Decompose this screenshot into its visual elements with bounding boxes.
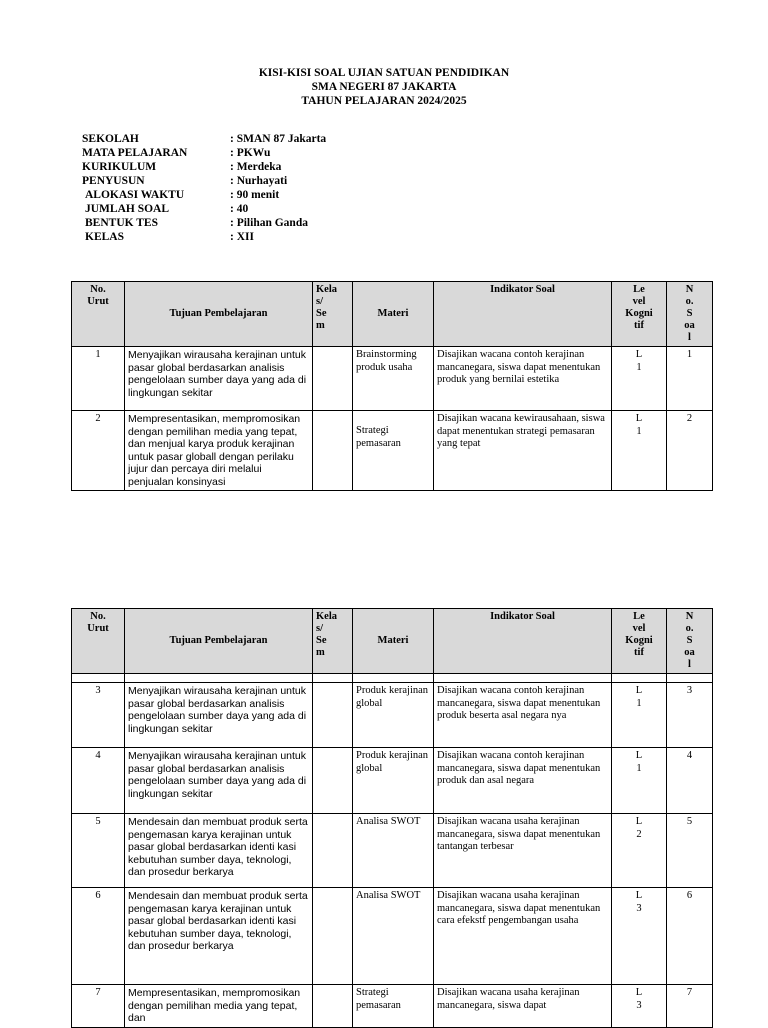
cell-level: L 1: [612, 683, 667, 748]
cell-tujuan: Menyajikan wirausaha kerajinan untuk pasar global berdasarkan analisis pengelolaan sumber daya yang ada di lingkungan sekitar: [125, 748, 313, 814]
cell-no: 7: [72, 985, 125, 1028]
cell-kelas: [313, 347, 353, 411]
cell-indikator: Disajikan wacana contoh kerajinan mancanegara, siswa dapat menentukan produk beserta asal negara nya: [434, 683, 612, 748]
cell-tujuan: Mempresentasikan, mempromosikan dengan pemilihan media yang tepat, dan: [125, 985, 313, 1028]
info-key: KELAS: [85, 231, 124, 243]
col-kelas: Kela s/ Se m: [313, 609, 353, 674]
info-key: KURIKULUM: [82, 161, 157, 173]
header-school: SMA NEGERI 87 JAKARTA: [311, 81, 457, 93]
info-key: BENTUK TES: [85, 217, 158, 229]
cell-kelas: [313, 411, 353, 491]
info-value: : Pilihan Ganda: [230, 217, 308, 229]
cell-level: L 3: [612, 985, 667, 1028]
cell-kelas: [313, 748, 353, 814]
cell-materi: Produk kerajinan global: [353, 748, 434, 814]
cell-tujuan: Menyajikan wirausaha kerajinan untuk pasar global berdasarkan analisis pengelolaan sumber daya yang ada di lingkungan sekitar: [125, 683, 313, 748]
cell-indikator: Disajikan wacana usaha kerajinan mancanegara, siswa dapat menentukan cara efekstf pengembangan usaha: [434, 888, 612, 985]
cell-kelas: [313, 814, 353, 888]
document-header: [0, 66, 768, 108]
cell-tujuan: Mendesain dan membuat produk serta pengemasan karya kerajinan untuk pasar global berdasarkan identi kasi kebutuhan sumber daya, teknologi, dan prosedur berkarya: [125, 888, 313, 985]
cell-tujuan: Mendesain dan membuat produk serta pengemasan karya kerajinan untuk pasar global berdasarkan identi kasi kebutuhan sumber daya, teknologi, dan prosedur berkarya: [125, 814, 313, 888]
col-tujuan: Tujuan Pembelajaran: [125, 609, 313, 674]
table-row: [72, 985, 713, 1028]
col-tujuan: Tujuan Pembelajaran: [125, 282, 313, 347]
grid-table-2: [71, 608, 713, 1028]
header-title: KISI-KISI SOAL UJIAN SATUAN PENDIDIKAN: [258, 67, 510, 79]
table-row: [72, 748, 713, 814]
info-value: : Merdeka: [230, 161, 282, 173]
info-key: JUMLAH SOAL: [85, 203, 170, 215]
info-key: ALOKASI WAKTU: [85, 189, 185, 201]
table-header-row: [72, 609, 713, 674]
cell-level: L 2: [612, 814, 667, 888]
table-row: [72, 888, 713, 985]
col-materi: Materi: [353, 609, 434, 674]
cell-materi: Analisa SWOT: [353, 888, 434, 985]
cell-level: L 1: [612, 748, 667, 814]
cell-indikator: Disajikan wacana contoh kerajinan mancanegara, siswa dapat menentukan produk yang bernilai estetika: [434, 347, 612, 411]
info-value: : SMAN 87 Jakarta: [230, 133, 327, 145]
info-value: : PKWu: [230, 147, 271, 159]
info-key: SEKOLAH: [82, 133, 139, 145]
info-key: PENYUSUN: [82, 175, 145, 187]
col-level: Le vel Kogni tif: [612, 282, 667, 347]
cell-no: 6: [72, 888, 125, 985]
col-indikator: Indikator Soal: [434, 282, 612, 347]
table-row: [72, 347, 713, 411]
cell-indikator: Disajikan wacana usaha kerajinan mancanegara, siswa dapat menentukan tantangan terbesar: [434, 814, 612, 888]
cell-no: 2: [72, 411, 125, 491]
header-year: TAHUN PELAJARAN 2024/2025: [301, 95, 467, 107]
cell-level: L 1: [612, 411, 667, 491]
cell-nsoal: 3: [667, 683, 713, 748]
cell-materi: Brainstorming produk usaha: [353, 347, 434, 411]
col-no: No. Urut: [72, 609, 125, 674]
cell-level: L 3: [612, 888, 667, 985]
col-no: No. Urut: [72, 282, 125, 347]
cell-materi: Produk kerajinan global: [353, 683, 434, 748]
cell-no: 5: [72, 814, 125, 888]
cell-indikator: Disajikan wacana contoh kerajinan mancanegara, siswa dapat menentukan produk dan asal negara: [434, 748, 612, 814]
col-materi: Materi: [353, 282, 434, 347]
cell-tujuan: Mempresentasikan, mempromosikan dengan pemilihan media yang tepat, dan menjual karya produk kerajinan untuk pasar globall dengan perilaku jujur dan percaya diri melalui penjualan konsinyasi: [125, 411, 313, 491]
info-value: : XII: [230, 231, 254, 243]
cell-nsoal: 4: [667, 748, 713, 814]
table-header-row: [72, 282, 713, 347]
col-kelas: Kela s/ Se m: [313, 282, 353, 347]
cell-materi: Strategi pemasaran: [353, 985, 434, 1028]
cell-kelas: [313, 683, 353, 748]
cell-nsoal: 2: [667, 411, 713, 491]
cell-indikator: Disajikan wacana kewirausahaan, siswa dapat menentukan strategi pemasaran yang tepat: [434, 411, 612, 491]
cell-tujuan: Menyajikan wirausaha kerajinan untuk pasar global berdasarkan analisis pengelolaan sumber daya yang ada di lingkungan sekitar: [125, 347, 313, 411]
cell-no: 3: [72, 683, 125, 748]
cell-materi: Strategi pemasaran: [353, 411, 434, 491]
cell-level: L 1: [612, 347, 667, 411]
col-nsoal: N o. S oa l: [667, 282, 713, 347]
cell-no: 4: [72, 748, 125, 814]
col-nsoal: N o. S oa l: [667, 609, 713, 674]
cell-kelas: [313, 985, 353, 1028]
table-row: [72, 814, 713, 888]
cell-nsoal: 6: [667, 888, 713, 985]
cell-indikator: Disajikan wacana usaha kerajinan mancanegara, siswa dapat: [434, 985, 612, 1028]
spacer-row: [72, 674, 713, 683]
info-value: : 40: [230, 203, 249, 215]
table-row: [72, 683, 713, 748]
cell-no: 1: [72, 347, 125, 411]
info-value: : 90 menit: [230, 189, 280, 201]
cell-nsoal: 1: [667, 347, 713, 411]
table-row: [72, 411, 713, 491]
cell-nsoal: 5: [667, 814, 713, 888]
col-level: Le vel Kogni tif: [612, 609, 667, 674]
cell-nsoal: 7: [667, 985, 713, 1028]
cell-kelas: [313, 888, 353, 985]
col-indikator: Indikator Soal: [434, 609, 612, 674]
info-value: : Nurhayati: [230, 175, 288, 187]
info-key: MATA PELAJARAN: [82, 147, 188, 159]
cell-materi: Analisa SWOT: [353, 814, 434, 888]
grid-table-1: [71, 281, 713, 491]
